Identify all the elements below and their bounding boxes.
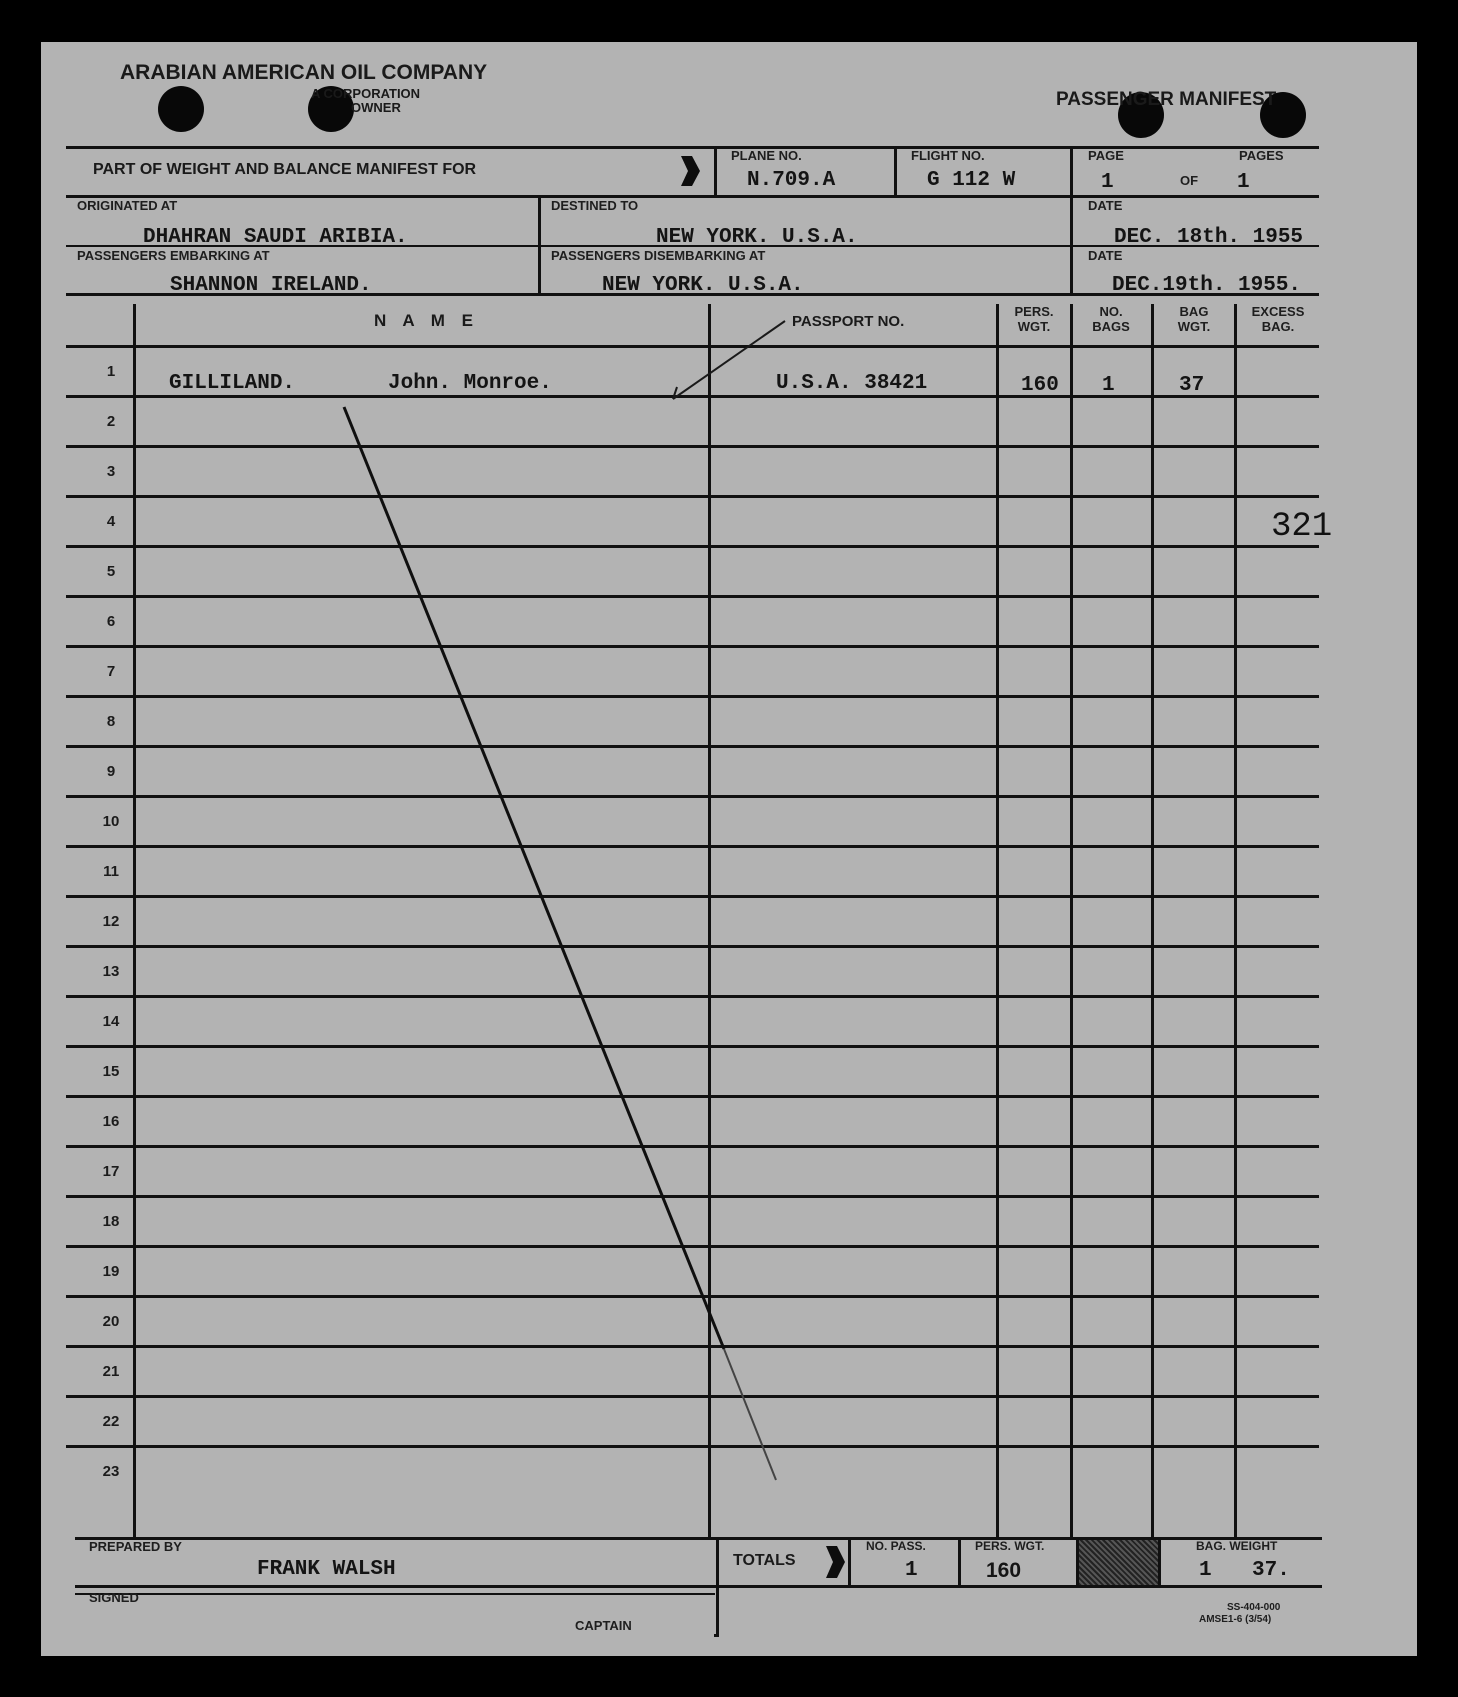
excess-bag-column-header: EXCESS BAG. (1251, 304, 1305, 334)
row-number: 20 (102, 1313, 120, 1330)
row-number: 4 (106, 513, 116, 530)
pages-label: PAGES (1239, 148, 1284, 163)
prepared-by-label: PREPARED BY (89, 1539, 182, 1554)
date-arrival-value: DEC.19th. 1955. (1112, 274, 1302, 297)
company-subtitle: A CORPORATION (311, 86, 421, 101)
row-number: 2 (106, 413, 116, 430)
number-of-bags: 1 (1102, 374, 1115, 397)
disembarking-value: NEW YORK. U.S.A. (602, 274, 804, 297)
row-number: 8 (106, 713, 116, 730)
plane-no-value: N.709.A (747, 169, 836, 192)
signed-label: SIGNED (89, 1590, 139, 1605)
form-code: SS-404-000 (1227, 1602, 1281, 1613)
no-pass-value: 1 (905, 1559, 918, 1582)
form-code: AMSE1-6 (3/54) (1199, 1614, 1272, 1625)
page-label: PAGE (1088, 148, 1124, 163)
footer-divider (848, 1537, 851, 1587)
arrow-right-icon (823, 1542, 847, 1582)
footer-rule (75, 1585, 1322, 1588)
row-number: 23 (102, 1463, 120, 1480)
row-number: 17 (102, 1163, 120, 1180)
passenger-surname: GILLILAND. (169, 372, 296, 395)
row-number: 15 (102, 1063, 120, 1080)
passport-number: U.S.A. 38421 (776, 372, 928, 395)
row-number: 14 (102, 1013, 120, 1030)
disembarking-label: PASSENGERS DISEMBARKING AT (551, 248, 766, 263)
company-name: ARABIAN AMERICAN OIL COMPANY (120, 61, 488, 84)
manifest-sheet (41, 42, 1417, 1656)
row-number: 6 (106, 613, 116, 630)
flight-no-label: FLIGHT NO. (911, 148, 985, 163)
no-bags-column-header: NO. BAGS (1092, 304, 1130, 334)
row-number: 13 (102, 963, 120, 980)
flight-no-value: G 112 W (927, 169, 1016, 192)
footer-bottom-rule (714, 1634, 718, 1637)
passport-column-header: PASSPORT NO. (792, 313, 905, 330)
row-number: 22 (102, 1413, 120, 1430)
bag-weight-total: 37. (1252, 1559, 1290, 1582)
bag-weight-total-label: BAG. WEIGHT (1196, 1539, 1278, 1553)
of-label: OF (1180, 173, 1199, 188)
passenger-weight: 160 (1021, 374, 1059, 397)
date-departure-value: DEC. 18th. 1955 (1114, 226, 1304, 249)
bag-wgt-column-header: BAG WGT. (1177, 304, 1211, 334)
margin-note: 321 (1271, 508, 1333, 546)
captain-label: CAPTAIN (575, 1618, 632, 1633)
pers-wgt-total-value: 160 (986, 1559, 1022, 1582)
embarking-label: PASSENGERS EMBARKING AT (77, 248, 270, 263)
page-value: 1 (1101, 171, 1114, 194)
row-number: 5 (106, 563, 116, 580)
footer-divider (716, 1537, 719, 1637)
destined-value: NEW YORK. U.S.A. (656, 226, 858, 249)
plane-no-label: PLANE NO. (731, 148, 802, 163)
pen-strokes (41, 42, 1417, 1656)
originated-value: DHAHRAN SAUDI ARIBIA. (143, 226, 408, 249)
row-number: 9 (106, 763, 116, 780)
totals-label: TOTALS (733, 1552, 796, 1569)
destined-label: DESTINED TO (551, 198, 639, 213)
pages-value: 1 (1237, 171, 1250, 194)
signature-rule (75, 1593, 715, 1595)
row-number: 1 (106, 363, 116, 380)
name-column-header: N A M E (374, 311, 479, 330)
bag-weight: 37 (1179, 374, 1205, 397)
row-number: 19 (102, 1263, 120, 1280)
row-number: 11 (103, 863, 119, 880)
company-owner: OWNER (351, 100, 401, 115)
row-number: 10 (102, 813, 120, 830)
shaded-cell (1079, 1540, 1158, 1585)
no-pass-label: NO. PASS. (866, 1539, 926, 1553)
bag-count-total: 1 (1199, 1559, 1212, 1582)
date-label: DATE (1088, 248, 1123, 263)
part-of-manifest-label: PART OF WEIGHT AND BALANCE MANIFEST FOR (93, 161, 477, 178)
form-title: PASSENGER MANIFEST (1056, 89, 1277, 110)
embarking-value: SHANNON IRELAND. (170, 274, 372, 297)
row-number: 21 (102, 1363, 120, 1380)
row-number: 16 (102, 1113, 120, 1130)
row-number: 7 (106, 663, 116, 680)
passenger-given-names: John. Monroe. (388, 372, 552, 395)
row-number: 3 (106, 463, 116, 480)
originated-label: ORIGINATED AT (77, 198, 178, 213)
pers-wgt-column-header: PERS. WGT. (1014, 304, 1054, 334)
prepared-by-value: FRANK WALSH (257, 1558, 396, 1581)
row-number: 12 (102, 913, 120, 930)
row-number: 18 (102, 1213, 120, 1230)
pers-wgt-total-label: PERS. WGT. (975, 1539, 1045, 1553)
date-label: DATE (1088, 198, 1123, 213)
footer-divider (958, 1537, 961, 1587)
footer-divider (1158, 1537, 1161, 1587)
